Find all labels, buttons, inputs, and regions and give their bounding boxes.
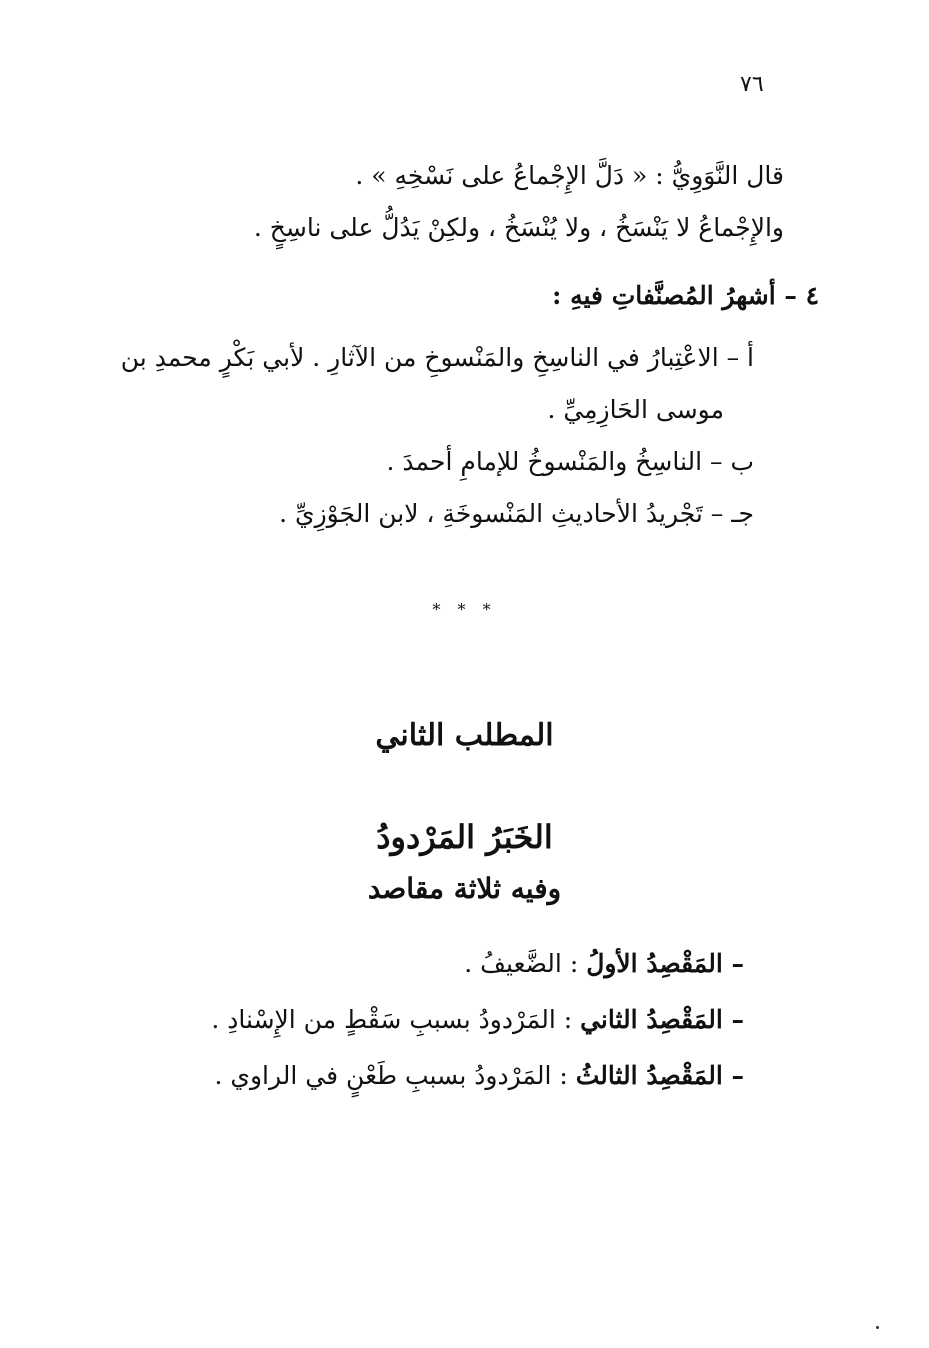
aim-label: – المَقْصِدُ الثاني bbox=[580, 1005, 744, 1034]
nawawi-quote-line: قال النَّوَوِيُّ : « دَلَّ الإِجْماعُ على نَسْخِهِ » . bbox=[355, 161, 784, 190]
section-separator: * * * bbox=[432, 600, 497, 619]
aim-item bbox=[211, 1002, 744, 1038]
topic-subtitle: وفيه ثلاثة مقاصد bbox=[367, 872, 562, 905]
aim-item bbox=[215, 1058, 744, 1094]
aim-label: – المَقْصِدُ الثالثُ bbox=[575, 1061, 744, 1090]
work-item-a-line2: موسى الحَازِمِيِّ . bbox=[547, 395, 724, 424]
aim-text: : الضَّعيفُ . bbox=[464, 949, 587, 978]
scan-speck bbox=[876, 1326, 879, 1329]
aim-text: : المَرْدودُ بسببِ سَقْطٍ من الإِسْنادِ . bbox=[211, 1005, 581, 1034]
aim-item bbox=[464, 946, 744, 982]
topic-title: الخَبَرُ المَرْدودُ bbox=[376, 818, 553, 856]
work-item-b: ب – الناسِخُ والمَنْسوخُ للإمامِ أحمدَ . bbox=[386, 447, 754, 476]
aim-label: – المَقْصِدُ الأولُ bbox=[586, 949, 744, 978]
famous-works-heading: ٤ – أشهرُ المُصنَّفاتِ فيهِ : bbox=[552, 281, 819, 310]
ijma-line: والإِجْماعُ لا يَنْسَخُ ، ولا يُنْسَخُ ، ولكِنْ يَدُلُّ على ناسِخٍ . bbox=[253, 213, 784, 242]
page-number: ٧٦ bbox=[740, 72, 764, 97]
work-item-a-line1: أ – الاعْتِبارُ في الناسِخِ والمَنْسوخِ من الآثارِ . لأبي بَكْرٍ محمدِ بن bbox=[120, 343, 754, 372]
work-item-c: جـ – تَجْريدُ الأحاديثِ المَنْسوخَةِ ، لابن الجَوْزِيِّ . bbox=[279, 499, 754, 528]
aim-text: : المَرْدودُ بسببِ طَعْنٍ في الراوي . bbox=[214, 1061, 576, 1090]
section-heading: المطلب الثاني bbox=[375, 718, 554, 753]
